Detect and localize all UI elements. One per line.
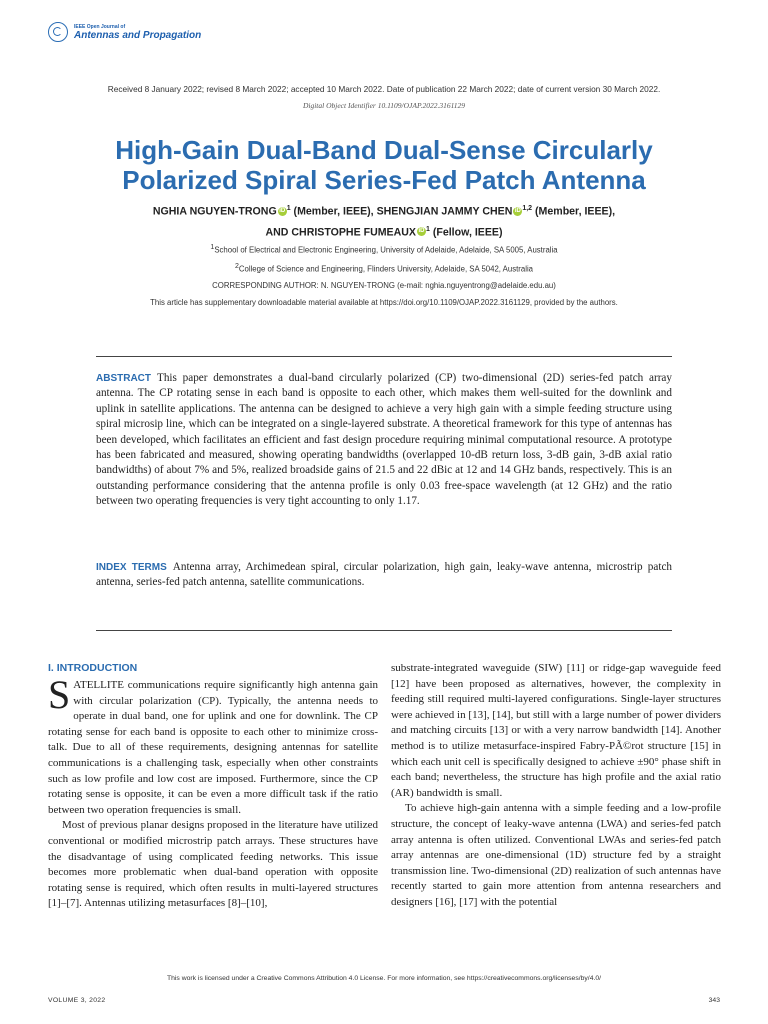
abstract-bottom-rule <box>96 630 672 631</box>
paragraph <box>48 672 378 818</box>
author-affil-sup: 1,2 <box>522 205 533 212</box>
journal-title-block <box>74 24 201 41</box>
affiliation-text: College of Science and Engineering, Flinders University, Adelaide, SA 5042, Australia <box>238 264 534 274</box>
orcid-icon[interactable]: iD <box>279 207 286 214</box>
section-heading: I. INTRODUCTION <box>48 662 138 674</box>
author-line-1 <box>40 200 728 221</box>
volume-label: VOLUME 3, 2022 <box>48 997 106 1004</box>
title-line-2: Polarized Spiral Series-Fed Patch Antenna <box>122 165 646 195</box>
title-line-1: High-Gain Dual-Band Dual-Sense Circularly <box>115 135 653 165</box>
journal-name: Antennas and Propagation <box>74 29 202 41</box>
affiliation-sup: 2 <box>234 263 239 270</box>
journal-small-label: IEEE Open Journal of <box>74 23 126 30</box>
corresponding-author: CORRESPONDING AUTHOR: N. NGUYEN-TRONG (e-mail: nghia.nguyentrong@adelaide.edu.au) <box>212 281 556 290</box>
journal-header <box>48 22 201 42</box>
author-role: (Member, IEEE), <box>535 205 616 218</box>
author-role: (Member, IEEE), <box>293 205 377 218</box>
author-name: CHRISTOPHE FUMEAUX <box>291 226 416 239</box>
paragraph: substrate-integrated waveguide (SIW) [11] or ridge-gap waveguide feed [12] have been proposed as alternatives, however, the complexity in feeding still required multi-layered configurations. Single-layer structures were achieved in [13], [14], but still with a large number of power dividers and matching circuits [13] or with a very narrow bandwidth [14]. Another method is to utilize metasurface-inspired Fabry-PÃ©rot structure [15] in which each unit cell is specifically designed to achieve ±90° phase shift in each band; nevertheless, the structure has high profile and the axial ratio (AR) bandwidth is small. <box>391 662 721 799</box>
abstract-text: This paper demonstrates a dual-band circularly polarized (CP) two-dimensional (2D) series-fed patch array antenna. The CP rotating sense in each band is opposite to each other, which makes them well-suited for the downlink and uplink in satellite applications. The antenna can be designed to achieve a very high gain with a simple feeding structure using spiral microsip line, which can be integrated on a single-layered substrate. A theoretical framework for this type of antennas has been developed, which facilitates an efficient and fast design procedure requiring minimal computational resource. A prototype has been fabricated and measured, showing operating bandwidths (overlapped 10-dB return loss, 3-dB gain, 3-dB axial ratio bandwidths) of about 7% and 5%, realized broadside gains of 21.5 and 22 dBic at 12 and 14 GHz bands, respectively. This is an outstanding performance considering that the antenna profile is only 0.03 free-space wavelength (at 12 GHz) and the ratio between two operating frequencies is very tight accounting to only 1.17. <box>96 372 672 508</box>
author-name: NGHIA NGUYEN-TRONG <box>152 205 277 218</box>
author-list <box>40 200 728 241</box>
author-name: SHENGJIAN JAMMY CHEN <box>376 205 513 218</box>
author-role: (Fellow, IEEE) <box>432 226 503 239</box>
index-terms <box>96 560 672 591</box>
received-dates: Received 8 January 2022; revised 8 March 2022; accepted 10 March 2022. Date of publication 22 March 2022; date of current version 30 March 2022. <box>107 84 661 94</box>
abstract <box>96 371 672 510</box>
paragraph-text: ATELLITE communications require significantly high antenna gain with circular polarization (CP). Typically, the antenna needs to operate in dual band, one for uplink and one for downlink. The CP rotating sense for each band is opposite to each other to minimize cross-talk. Due to all of these requirements, designing antennas for satellite communications is a challenging task, especially when other constraints such as low profile and low cost are imposed. Furthermore, since the CP rotating sense is opposite, it can be even a more difficult task if the ratio between two operation frequencies is small. <box>48 679 378 816</box>
index-terms-text: Antenna array, Archimedean spiral, circular polarization, high gain, leaky-wave antenna, microstrip patch antenna, series-fed patch antenna, satellite communications. <box>96 561 673 589</box>
left-column <box>48 672 378 912</box>
abstract-label: ABSTRACT <box>96 373 151 384</box>
orcid-icon[interactable]: iD <box>418 228 425 235</box>
page-number: 343 <box>708 997 720 1004</box>
license-note: This work is licensed under a Creative Commons Attribution 4.0 License. For more information, see https://creativecommons.org/licenses/by/4.0/ <box>166 975 602 982</box>
abstract-top-rule <box>96 356 672 357</box>
drop-cap: S <box>48 672 71 717</box>
paper-title <box>40 135 728 195</box>
author-line-2 <box>40 221 728 242</box>
author-affil-sup: 1 <box>425 225 430 233</box>
index-terms-label: INDEX TERMS <box>96 562 167 573</box>
affiliation-sup: 1 <box>210 244 215 251</box>
supplementary-note: This article has supplementary downloadable material available at https://doi.org/10.1109/OJAP.2022.3161129, provided by the authors. <box>150 298 618 307</box>
affiliation-text: School of Electrical and Electronic Engineering, University of Adelaide, Adelaide, SA 5005, Australia <box>214 245 558 255</box>
doi-identifier: Digital Object Identifier 10.1109/OJAP.2022.3161129 <box>302 101 466 110</box>
orcid-icon[interactable]: iD <box>514 207 521 214</box>
author-affil-sup: 1 <box>286 205 291 212</box>
journal-logo-icon <box>48 22 68 42</box>
paragraph: To achieve high-gain antenna with a simple feeding and a low-profile structure, the concept of leaky-wave antenna (LWA) and series-fed patch array antenna is often utilized. Conventional LWAs and series-fed patch array antennas are one-dimensional (1D) structure fed by a straight transmission line. Two-dimensional (2D) realization of such antennas have recently started to gain more attention from antenna researchers and designers [16], [17] with the potential <box>391 802 721 908</box>
affiliation-1 <box>0 244 768 255</box>
affiliation-2 <box>0 263 768 274</box>
right-column <box>391 661 721 911</box>
paragraph: Most of previous planar designs proposed in the literature have utilized conventional or modified microstrip patch arrays. These structures have the disadvantage of using complicated feeding networks. This issue becomes more problematic when dual-band operation with opposite rotating sense is required, which often results in multi-layered structures [1]–[7]. Antennas utilizing metasurfaces [8]–[10], <box>48 819 378 910</box>
author-conjunction: AND <box>265 226 292 239</box>
